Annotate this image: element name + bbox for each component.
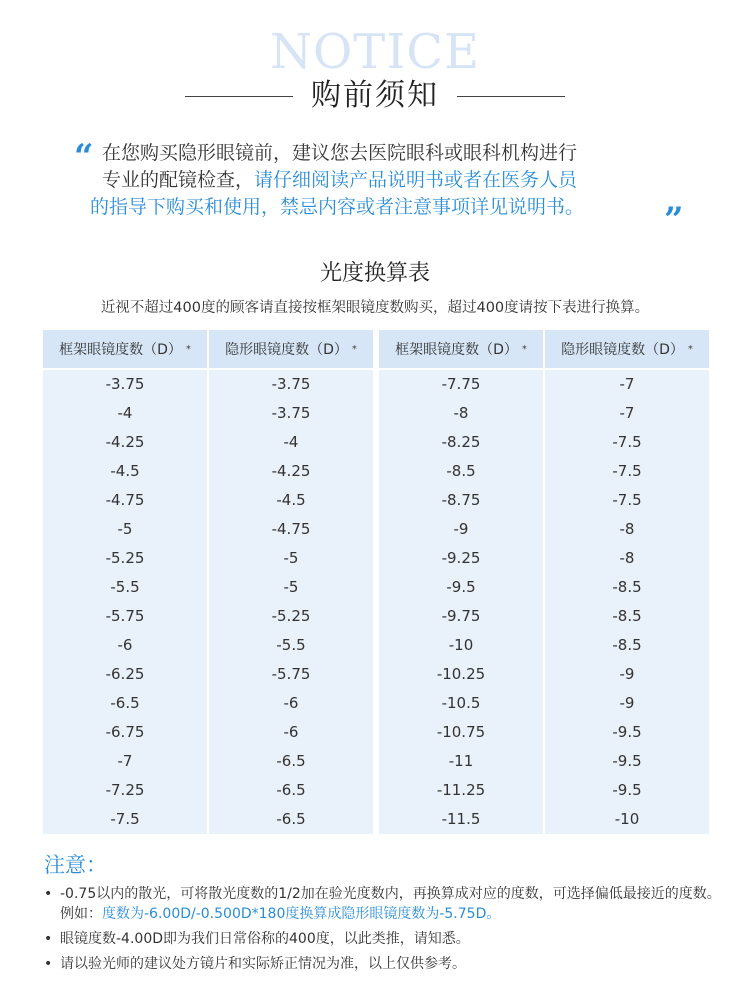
column-body — [379, 370, 543, 834]
table-cell: -11.25 — [436, 781, 486, 799]
table-cell: -6.5 — [110, 694, 140, 712]
table-cell: -10 — [614, 810, 640, 828]
table-cell: -7 — [619, 375, 635, 393]
table-cell: -3.75 — [271, 375, 311, 393]
table-cell: -7.5 — [110, 810, 140, 828]
star-icon: * — [687, 343, 693, 355]
star-icon: * — [185, 343, 191, 355]
table-cell: -9 — [453, 520, 469, 538]
table-cell: -7.25 — [105, 781, 145, 799]
table-cell: -7.75 — [441, 375, 481, 393]
table-cell: -9 — [619, 694, 635, 712]
page-heading — [0, 76, 750, 116]
table-cell: -11.5 — [441, 810, 481, 828]
table-cell: -8.5 — [612, 578, 642, 596]
note-item: • 眼镜度数-4.00D即为我们日常俗称的400度，以此类推，请知悉。 — [44, 929, 734, 949]
intro-line-2-highlight: 请仔细阅读产品说明书或者在医务人员 — [254, 169, 578, 191]
table-cell: -11 — [448, 752, 474, 770]
column-body — [43, 370, 207, 834]
column-header-label: 隐形眼镜度数（D） — [561, 342, 684, 358]
table-cell: -5.25 — [105, 549, 145, 567]
table-cell: -10.5 — [441, 694, 481, 712]
table-cell: -6 — [117, 636, 133, 654]
table-cell: -5.75 — [105, 607, 145, 625]
table-cell: -6.75 — [105, 723, 145, 741]
column-header — [545, 330, 709, 368]
table-cell: -9.5 — [612, 752, 642, 770]
star-icon: * — [351, 343, 357, 355]
table-cell: -4 — [117, 404, 133, 422]
table-cell: -9.5 — [612, 723, 642, 741]
table-cell: -7.5 — [612, 462, 642, 480]
intro-line-3: 的指导下购买和使用，禁忌内容或者注意事项详见说明书。 — [90, 196, 585, 218]
notes-list — [44, 884, 734, 979]
left-frame-column — [43, 330, 207, 834]
table-cell: -8 — [619, 520, 635, 538]
left-contact-column — [209, 330, 373, 834]
table-cell: -5.75 — [271, 665, 311, 683]
column-header-label: 框架眼镜度数（D） — [59, 342, 182, 358]
table-cell: -5 — [283, 549, 299, 567]
table-cell: -7 — [117, 752, 133, 770]
table-cell: -8.5 — [612, 607, 642, 625]
table-cell: -8 — [453, 404, 469, 422]
table-cell: -8 — [619, 549, 635, 567]
intro-line-2 — [102, 167, 577, 194]
table-cell: -4.25 — [105, 433, 145, 451]
table-cell: -6.5 — [276, 781, 306, 799]
note-example: 度数为-6.00D/-0.500D*180度换算成隐形眼镜度数为-5.75D。 — [102, 906, 501, 922]
table-cell: -4 — [283, 433, 299, 451]
table-cell: -9.75 — [441, 607, 481, 625]
table-cell: -5.25 — [271, 607, 311, 625]
column-header — [209, 330, 373, 368]
table-cell: -5 — [283, 578, 299, 596]
table-cell: -4.25 — [271, 462, 311, 480]
intro-line-2-plain: 专业的配镜检查， — [102, 169, 255, 191]
table-cell: -8.25 — [441, 433, 481, 451]
intro-line-1: 在您购买隐形眼镜前，建议您去医院眼科或眼科机构进行 — [102, 142, 578, 164]
table-cell: -6 — [283, 723, 299, 741]
note-text: -0.75以内的散光，可将散光度数的1/2加在验光度数内，再换算成对应的度数，可选择偏低最接近的度数。例如： — [60, 886, 721, 922]
table-title: 光度换算表 — [319, 261, 430, 286]
table-cell: -5.5 — [110, 578, 140, 596]
table-cell: -7.5 — [612, 433, 642, 451]
heading-divider-right — [457, 96, 565, 97]
column-body — [209, 370, 373, 834]
table-cell: -5 — [117, 520, 133, 538]
table-cell: -3.75 — [105, 375, 145, 393]
table-cell: -7 — [619, 404, 635, 422]
table-cell: -7.5 — [612, 491, 642, 509]
right-contact-column — [545, 330, 709, 834]
table-cell: -4.5 — [276, 491, 306, 509]
table-cell: -10 — [448, 636, 474, 654]
notice-watermark: NOTICE — [269, 24, 481, 80]
column-header-label: 框架眼镜度数（D） — [395, 342, 518, 358]
table-cell: -9 — [619, 665, 635, 683]
table-cell: -6.5 — [276, 810, 306, 828]
column-header — [43, 330, 207, 368]
table-cell: -10.75 — [436, 723, 486, 741]
page-title: 购前须知 — [311, 78, 439, 113]
table-cell: -4.75 — [271, 520, 311, 538]
table-cell: -8.5 — [446, 462, 476, 480]
table-cell: -10.25 — [436, 665, 486, 683]
table-cell: -4.75 — [105, 491, 145, 509]
table-cell: -9.5 — [612, 781, 642, 799]
table-cell: -6.5 — [276, 752, 306, 770]
star-icon: * — [521, 343, 527, 355]
notes-title: 注意： — [44, 853, 107, 877]
open-quote-icon: “ — [74, 137, 94, 177]
table-cell: -6.25 — [105, 665, 145, 683]
column-header — [379, 330, 543, 368]
table-left-half — [43, 330, 373, 834]
table-right-half — [379, 330, 709, 834]
table-cell: -8.75 — [441, 491, 481, 509]
column-header-label: 隐形眼镜度数（D） — [225, 342, 348, 358]
table-cell: -9.5 — [446, 578, 476, 596]
table-cell: -5.5 — [276, 636, 306, 654]
table-subtitle: 近视不超过400度的顾客请直接按框架眼镜度数购买，超过400度请按下表进行换算。 — [100, 300, 650, 316]
table-cell: -3.75 — [271, 404, 311, 422]
heading-divider-left — [185, 96, 293, 97]
table-cell: -8.5 — [612, 636, 642, 654]
column-body — [545, 370, 709, 834]
table-cell: -4.5 — [110, 462, 140, 480]
table-cell: -9.25 — [441, 549, 481, 567]
conversion-table — [43, 330, 709, 834]
table-cell: -6 — [283, 694, 299, 712]
note-item — [44, 884, 734, 924]
note-item: • 请以验光师的建议处方镜片和实际矫正情况为准，以上仅供参考。 — [44, 954, 734, 974]
right-frame-column — [379, 330, 543, 834]
close-quote-icon: ” — [664, 200, 684, 240]
